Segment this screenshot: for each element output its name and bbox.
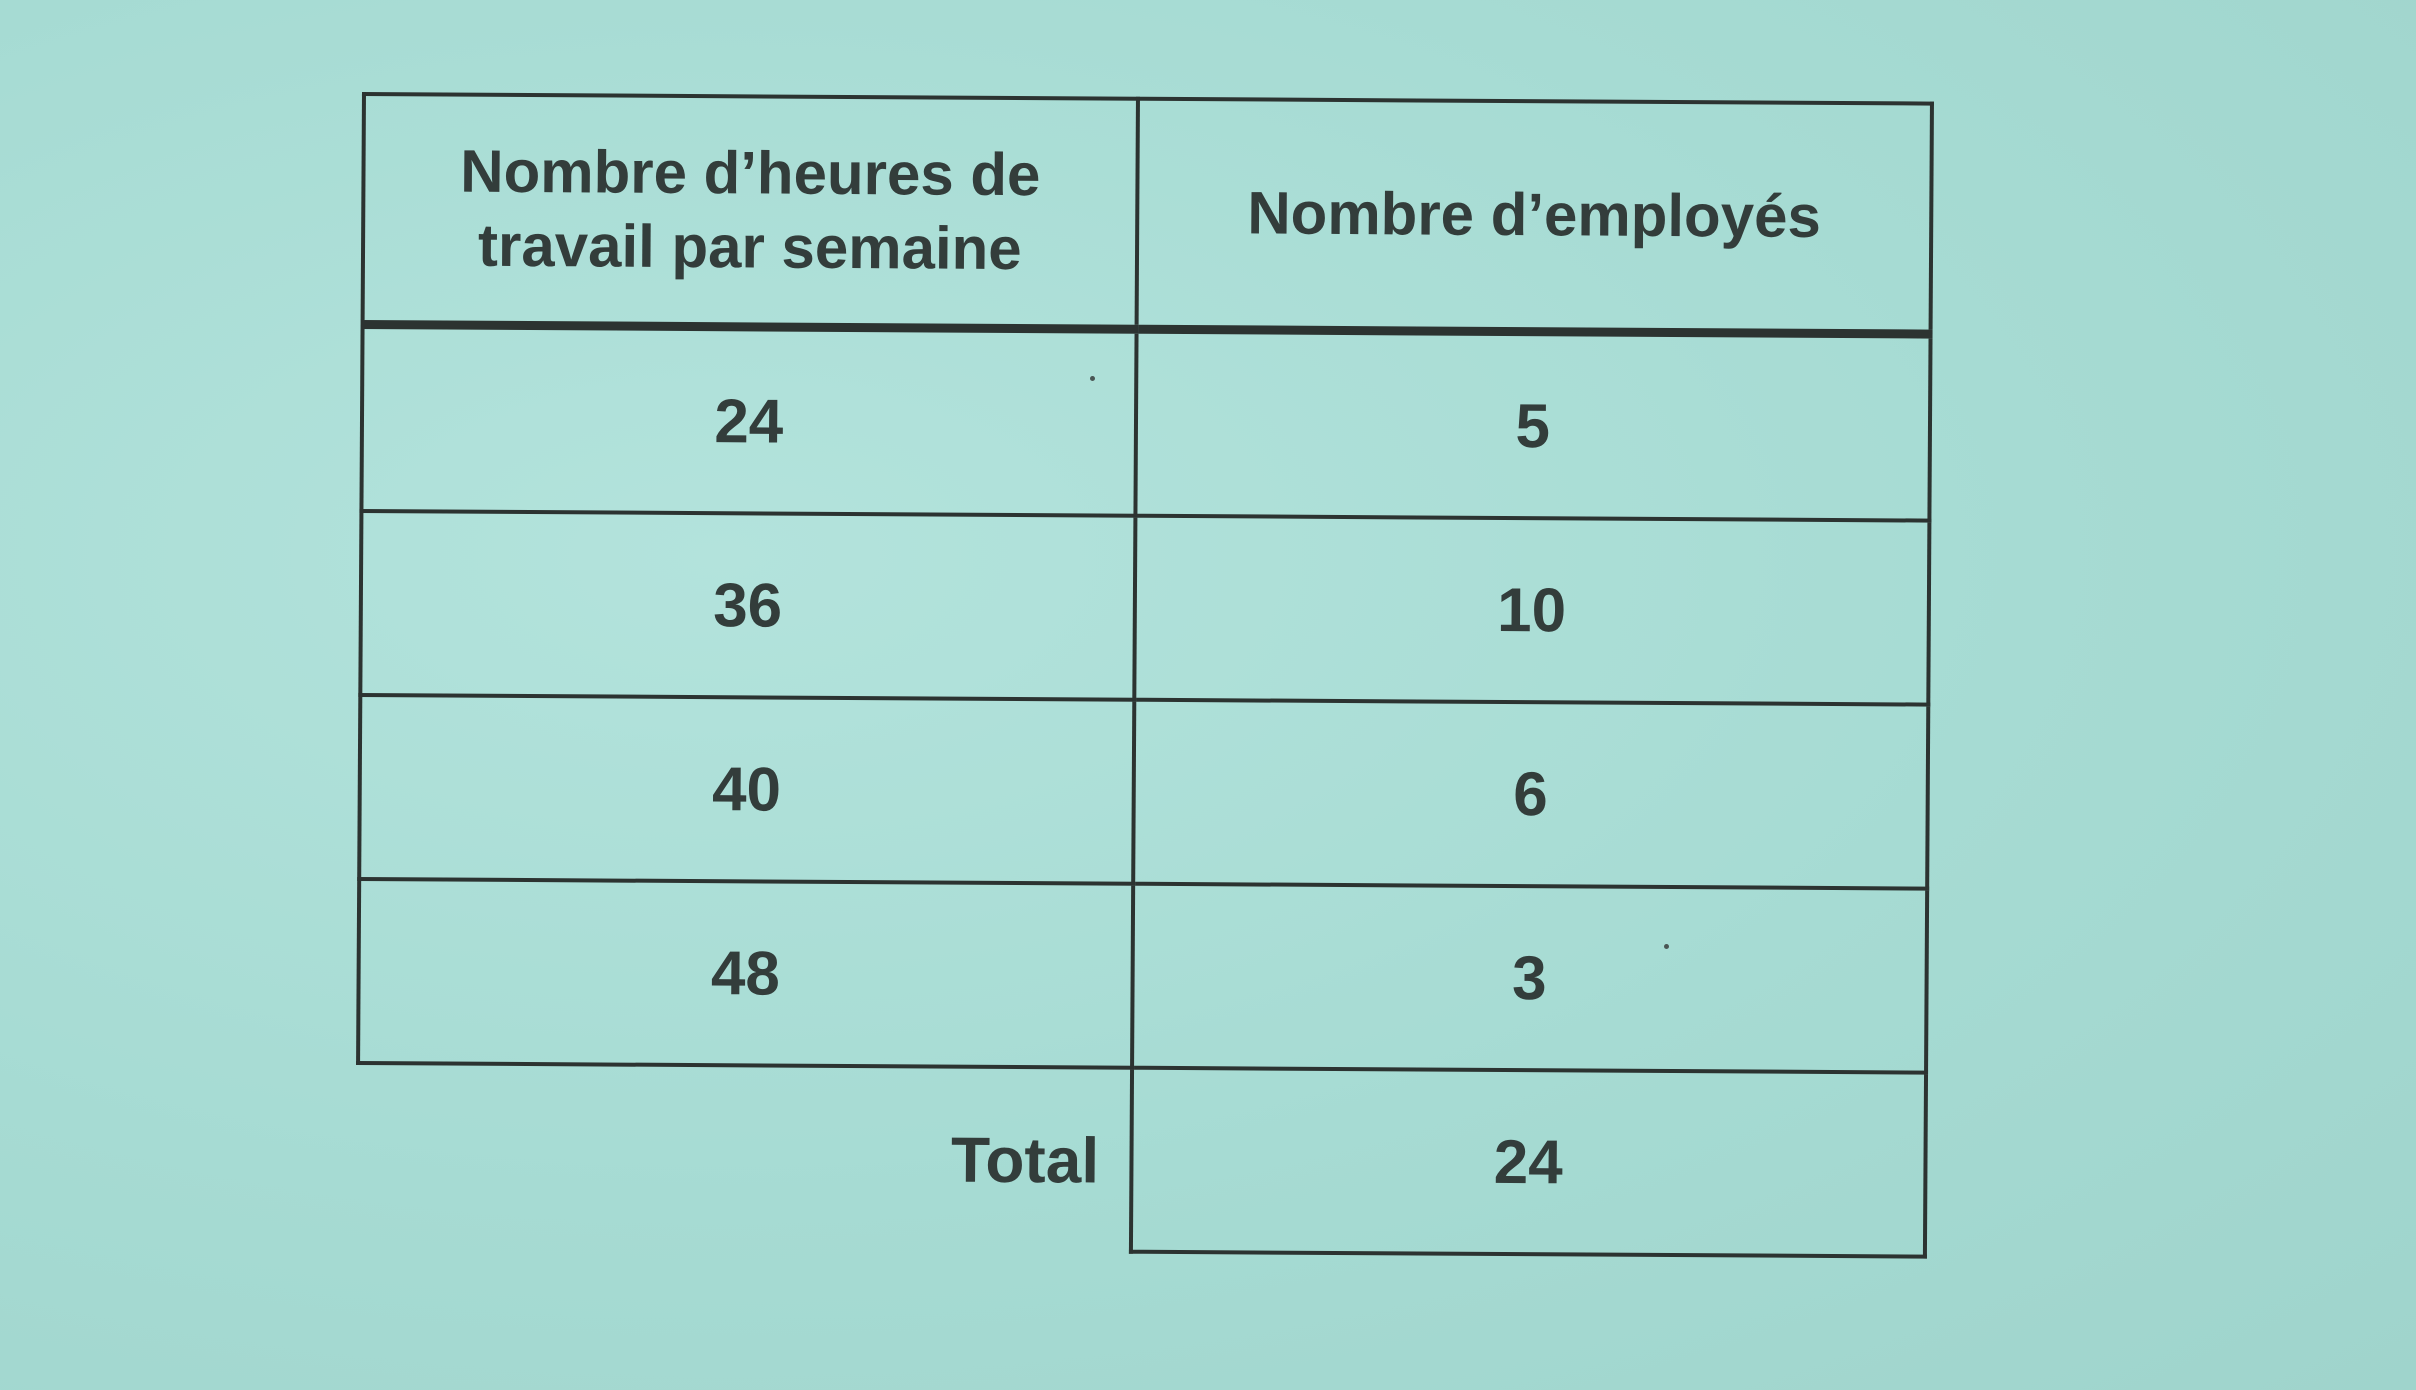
header-employee-count: Nombre d’employés <box>1136 99 1932 334</box>
header-hours-per-week <box>363 94 1138 329</box>
total-value: 24 <box>1131 1068 1926 1257</box>
cell-hours: 40 <box>359 695 1134 884</box>
header-hours-line-2: travail par semaine <box>477 211 1022 283</box>
cell-hours: 36 <box>360 511 1135 700</box>
total-row <box>357 1063 1926 1257</box>
table-row <box>360 511 1929 705</box>
total-label: Total <box>357 1063 1132 1252</box>
table-row <box>358 879 1927 1073</box>
paper-speck <box>1664 944 1669 949</box>
frequency-table <box>355 92 1934 1259</box>
table-row <box>359 695 1928 889</box>
cell-employees: 10 <box>1134 516 1929 705</box>
table-row <box>361 325 1930 521</box>
paper-speck <box>1090 376 1095 381</box>
header-hours-line-1: Nombre d’heures de <box>460 137 1041 209</box>
cell-employees: 5 <box>1135 329 1930 520</box>
cell-employees: 6 <box>1133 700 1928 889</box>
cell-employees: 3 <box>1132 884 1927 1073</box>
cell-hours: 48 <box>358 879 1133 1068</box>
table-header-row <box>363 94 1932 334</box>
cell-hours: 24 <box>361 325 1136 516</box>
